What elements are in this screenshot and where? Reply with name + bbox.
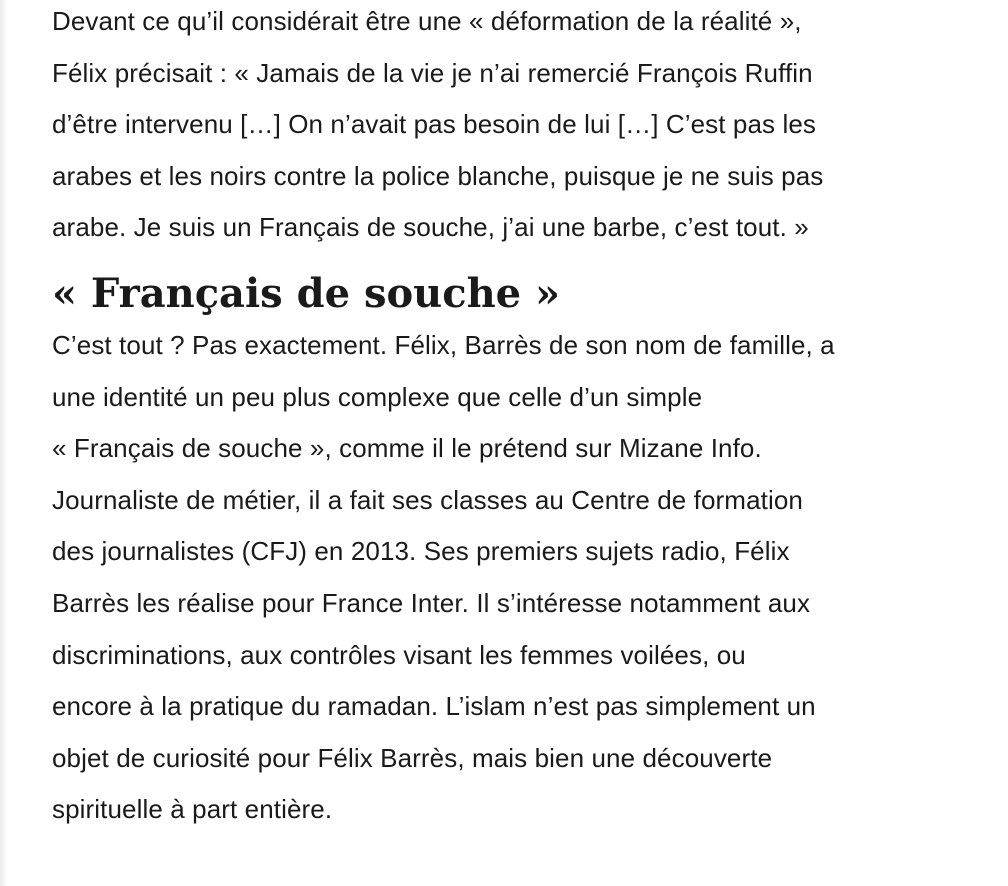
- paragraph-line: Journaliste de métier, il a fait ses classes au Centre de formation: [52, 484, 803, 515]
- paragraph-line: des journalistes (CFJ) en 2013. Ses premiers sujets radio, Félix: [52, 536, 790, 567]
- article-body: [52, 0, 972, 836]
- paragraph-line: Devant ce qu’il considérait être une « déformation de la réalité »,: [52, 6, 802, 36]
- paragraph-line: encore à la pratique du ramadan. L’islam n’est pas simplement un: [52, 691, 816, 722]
- paragraph-line: C’est tout ? Pas exactement. Félix, Barrès de son nom de famille, a: [52, 329, 835, 360]
- paragraph-line: discriminations, aux contrôles visant les femmes voilées, ou: [52, 639, 746, 670]
- paragraph-line: « Français de souche », comme il le prétend sur Mizane Info.: [52, 433, 762, 464]
- paragraph-line: d’être intervenu […] On n’avait pas besoin de lui […] C’est pas les: [52, 109, 816, 140]
- article-paragraph-background: [52, 320, 972, 836]
- paragraph-line: Barrès les réalise pour France Inter. Il s’intéresse notamment aux: [52, 587, 811, 618]
- paragraph-line: arabe. Je suis un Français de souche, j’ai une barbe, c’est tout. »: [52, 212, 809, 243]
- paragraph-line: arabes et les noirs contre la police blanche, puisque je ne suis pas: [52, 160, 824, 191]
- paragraph-line: objet de curiosité pour Félix Barrès, mais bien une découverte: [52, 742, 773, 773]
- page-left-edge-shadow: [0, 0, 8, 886]
- section-heading: « Français de souche »: [52, 269, 561, 317]
- paragraph-line: spirituelle à part entière.: [52, 794, 333, 825]
- paragraph-line: une identité un peu plus complexe que celle d’un simple: [52, 381, 703, 412]
- paragraph-line: Félix précisait : « Jamais de la vie je n’ai remercié François Ruffin: [52, 57, 813, 88]
- article-paragraph-quote: [52, 0, 972, 254]
